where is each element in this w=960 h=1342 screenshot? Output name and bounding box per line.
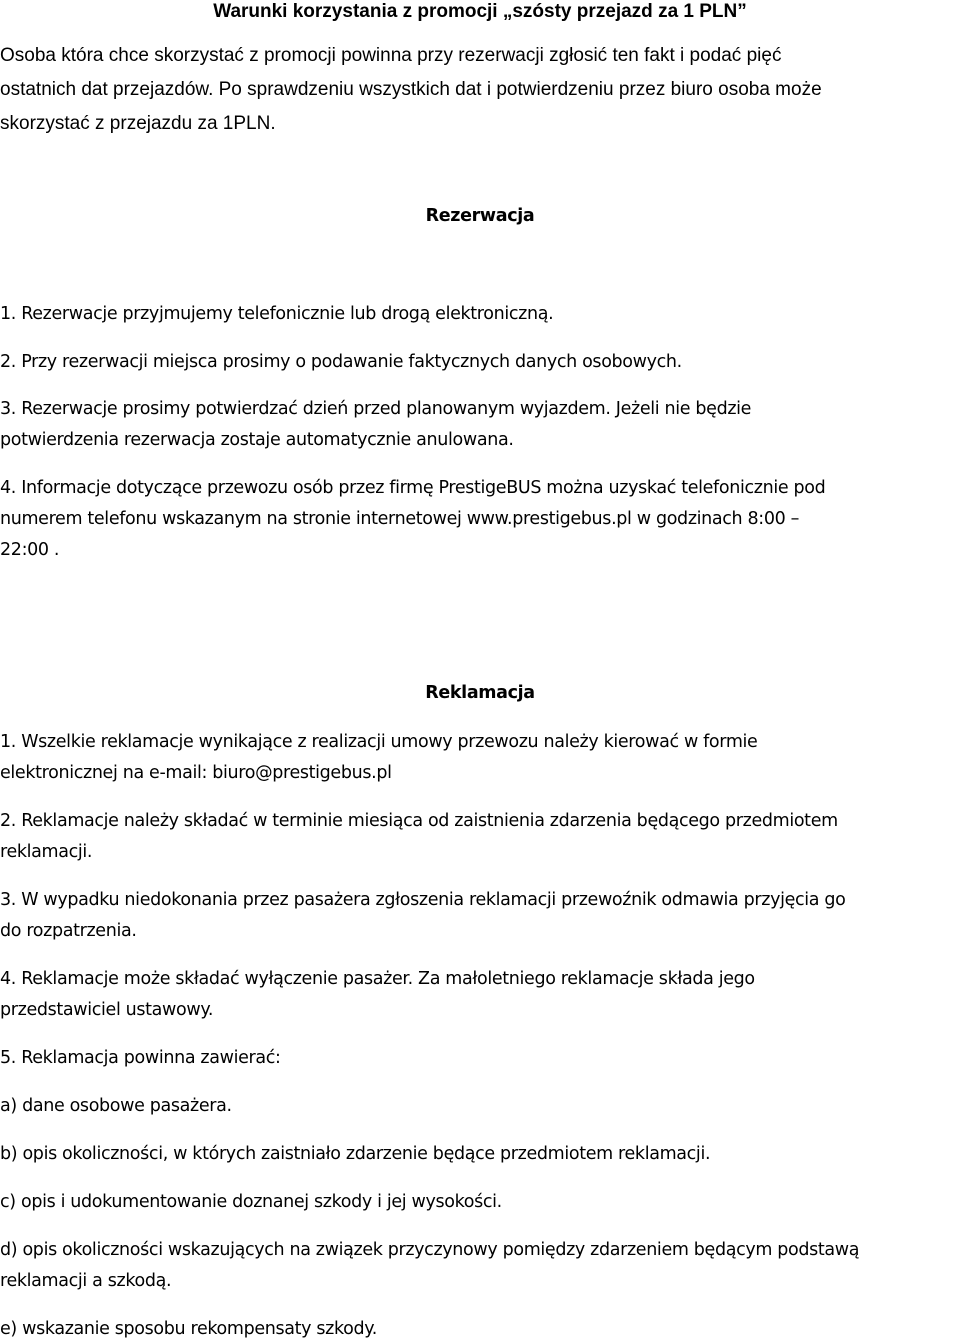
reklamacja-item-4-line-1: 4. Reklamacje może składać wyłączenie pasażer. Za małoletniego reklamacje składa jego	[0, 969, 755, 989]
intro-line: ostatnich dat przejazdów. Po sprawdzeniu wszystkich dat i potwierdzeniu przez biuro osoba może	[0, 79, 822, 100]
rezerwacja-item-3-line-2: potwierdzenia rezerwacja zostaje automatycznie anulowana.	[0, 430, 514, 450]
reklamacja-item-3-line-2: do rozpatrzenia.	[0, 921, 137, 941]
reklamacja-item-4-line-2: przedstawiciel ustawowy.	[0, 1000, 214, 1020]
rezerwacja-item-4-line-3: 22:00 .	[0, 540, 60, 560]
reklamacja-item-2-line-2: reklamacji.	[0, 842, 93, 862]
intro-line: skorzystać z przejazdu za 1PLN.	[0, 113, 276, 134]
reklamacja-item-c: c) opis i udokumentowanie doznanej szkody i jej wysokości.	[0, 1192, 502, 1212]
reklamacja-item-d-line-2: reklamacji a szkodą.	[0, 1271, 172, 1291]
reklamacja-item-1-line-1: 1. Wszelkie reklamacje wynikające z realizacji umowy przewozu należy kierować w formie	[0, 732, 758, 752]
reklamacja-item-2-line-1: 2. Reklamacje należy składać w terminie miesiąca od zaistnienia zdarzenia będącego przedmiotem	[0, 811, 838, 831]
reklamacja-item-5: 5. Reklamacja powinna zawierać:	[0, 1048, 281, 1068]
rezerwacja-item-4-line-1: 4. Informacje dotyczące przewozu osób przez firmę PrestigeBUS można uzyskać telefonicznie pod	[0, 478, 826, 498]
intro-line: Osoba która chce skorzystać z promocji powinna przy rezerwacji zgłosić ten fakt i podać pięć	[0, 45, 782, 66]
rezerwacja-item-1: 1. Rezerwacje przyjmujemy telefonicznie lub drogą elektroniczną.	[0, 304, 554, 324]
rezerwacja-item-4-line-2: numerem telefonu wskazanym na stronie internetowej www.prestigebus.pl w godzinach 8:00 –	[0, 509, 800, 529]
reklamacja-item-1-line-2: elektronicznej na e-mail: biuro@prestigebus.pl	[0, 763, 392, 783]
rezerwacja-heading: Rezerwacja	[425, 206, 535, 226]
reklamacja-item-e: e) wskazanie sposobu rekompensaty szkody.	[0, 1319, 377, 1339]
reklamacja-item-b: b) opis okoliczności, w których zaistniało zdarzenie będące przedmiotem reklamacji.	[0, 1144, 711, 1164]
rezerwacja-item-2: 2. Przy rezerwacji miejsca prosimy o podawanie faktycznych danych osobowych.	[0, 352, 682, 372]
reklamacja-item-d-line-1: d) opis okoliczności wskazujących na związek przyczynowy pomiędzy zdarzeniem będącym podstawą	[0, 1240, 860, 1260]
reklamacja-item-a: a) dane osobowe pasażera.	[0, 1096, 232, 1116]
document-title: Warunki korzystania z promocji „szósty przejazd za 1 PLN”	[213, 1, 747, 22]
rezerwacja-item-3-line-1: 3. Rezerwacje prosimy potwierdzać dzień przed planowanym wyjazdem. Jeżeli nie będzie	[0, 399, 752, 419]
reklamacja-heading: Reklamacja	[425, 683, 535, 703]
reklamacja-item-3-line-1: 3. W wypadku niedokonania przez pasażera zgłoszenia reklamacji przewoźnik odmawia przyjęcia go	[0, 890, 846, 910]
